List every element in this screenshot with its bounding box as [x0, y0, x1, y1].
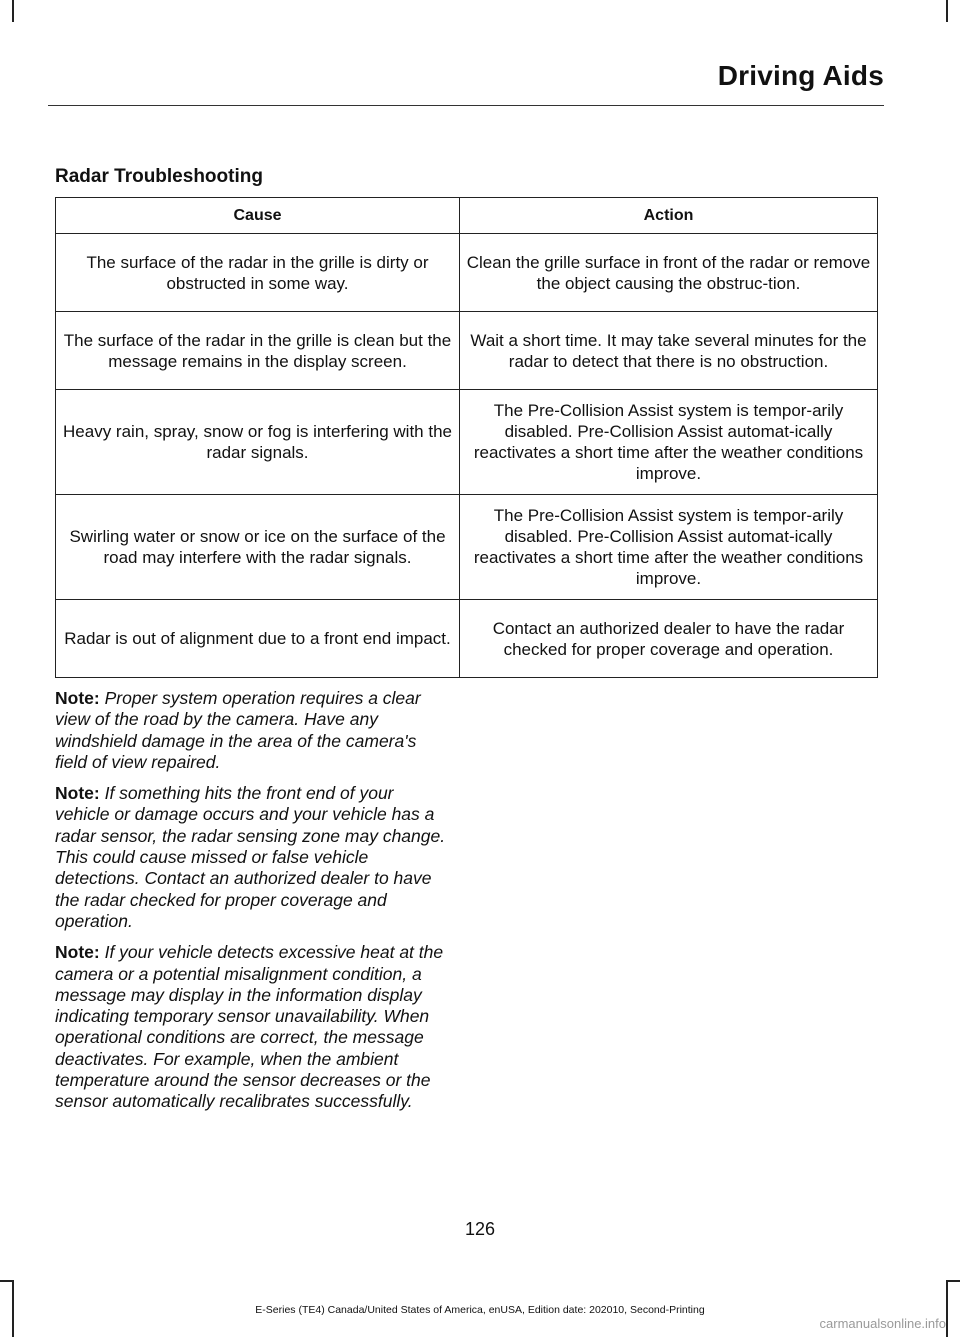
- section-title: Radar Troubleshooting: [55, 166, 263, 187]
- cause-cell: Radar is out of alignment due to a front end impact.: [56, 600, 460, 678]
- action-cell: The Pre-Collision Assist system is tempor-arily disabled. Pre-Collision Assist automat-ically reactivates a short time after the weather conditions improve.: [460, 390, 878, 495]
- crop-mark: [12, 0, 14, 22]
- action-cell: Contact an authorized dealer to have the radar checked for proper coverage and operation.: [460, 600, 878, 678]
- cause-cell: The surface of the radar in the grille is dirty or obstructed in some way.: [56, 234, 460, 312]
- table-row: [56, 600, 878, 678]
- note-label: Note:: [55, 942, 100, 963]
- crop-mark: [946, 1280, 960, 1282]
- table-header-row: [56, 198, 878, 234]
- note-text: If your vehicle detects excessive heat at the camera or a potential misalignment condition, a message may display in the information display indicating temporary sensor unavailability. When operational conditions are correct, the message deactivates. For example, when the ambient temperature around the sensor decreases or the sensor automatically recalibrates successfully.: [55, 942, 444, 1112]
- page-header-title: Driving Aids: [717, 60, 884, 91]
- note-text: If something hits the front end of your vehicle or damage occurs and your vehicle has a radar sensor, the radar sensing zone may change. This could cause missed or false vehicle detections. Contact an authorized dealer to have the radar checked for proper coverage and operation.: [55, 783, 446, 931]
- note-paragraph: [55, 942, 450, 1112]
- note-label: Note:: [55, 783, 100, 804]
- table-row: [56, 234, 878, 312]
- notes-section: [55, 688, 450, 1123]
- note-paragraph: [55, 688, 450, 773]
- header-divider: [48, 105, 884, 106]
- cause-cell: Swirling water or snow or ice on the surface of the road may interfere with the radar signals.: [56, 495, 460, 600]
- table-row: [56, 390, 878, 495]
- column-header-cause: Cause: [56, 198, 460, 234]
- cause-cell: The surface of the radar in the grille is clean but the message remains in the display screen.: [56, 312, 460, 390]
- column-header-action: Action: [460, 198, 878, 234]
- troubleshooting-table: [55, 197, 878, 678]
- table-row: [56, 495, 878, 600]
- note-text: Proper system operation requires a clear view of the road by the camera. Have any windshield damage in the area of the camera's field of view repaired.: [55, 688, 421, 772]
- watermark-text: carmanualsonline.info: [819, 1316, 946, 1331]
- note-paragraph: [55, 783, 450, 932]
- action-cell: The Pre-Collision Assist system is tempor-arily disabled. Pre-Collision Assist automat-ically reactivates a short time after the weather conditions improve.: [460, 495, 878, 600]
- crop-mark: [946, 0, 948, 22]
- action-cell: Clean the grille surface in front of the radar or remove the object causing the obstruc-tion.: [460, 234, 878, 312]
- table-row: [56, 312, 878, 390]
- page-number: 126: [464, 1219, 496, 1239]
- cause-cell: Heavy rain, spray, snow or fog is interfering with the radar signals.: [56, 390, 460, 495]
- action-cell: Wait a short time. It may take several minutes for the radar to detect that there is no obstruction.: [460, 312, 878, 390]
- crop-mark: [0, 1280, 14, 1282]
- note-label: Note:: [55, 688, 100, 708]
- edition-footer: E-Series (TE4) Canada/United States of America, enUSA, Edition date: 202010, Second-Printing: [255, 1304, 705, 1316]
